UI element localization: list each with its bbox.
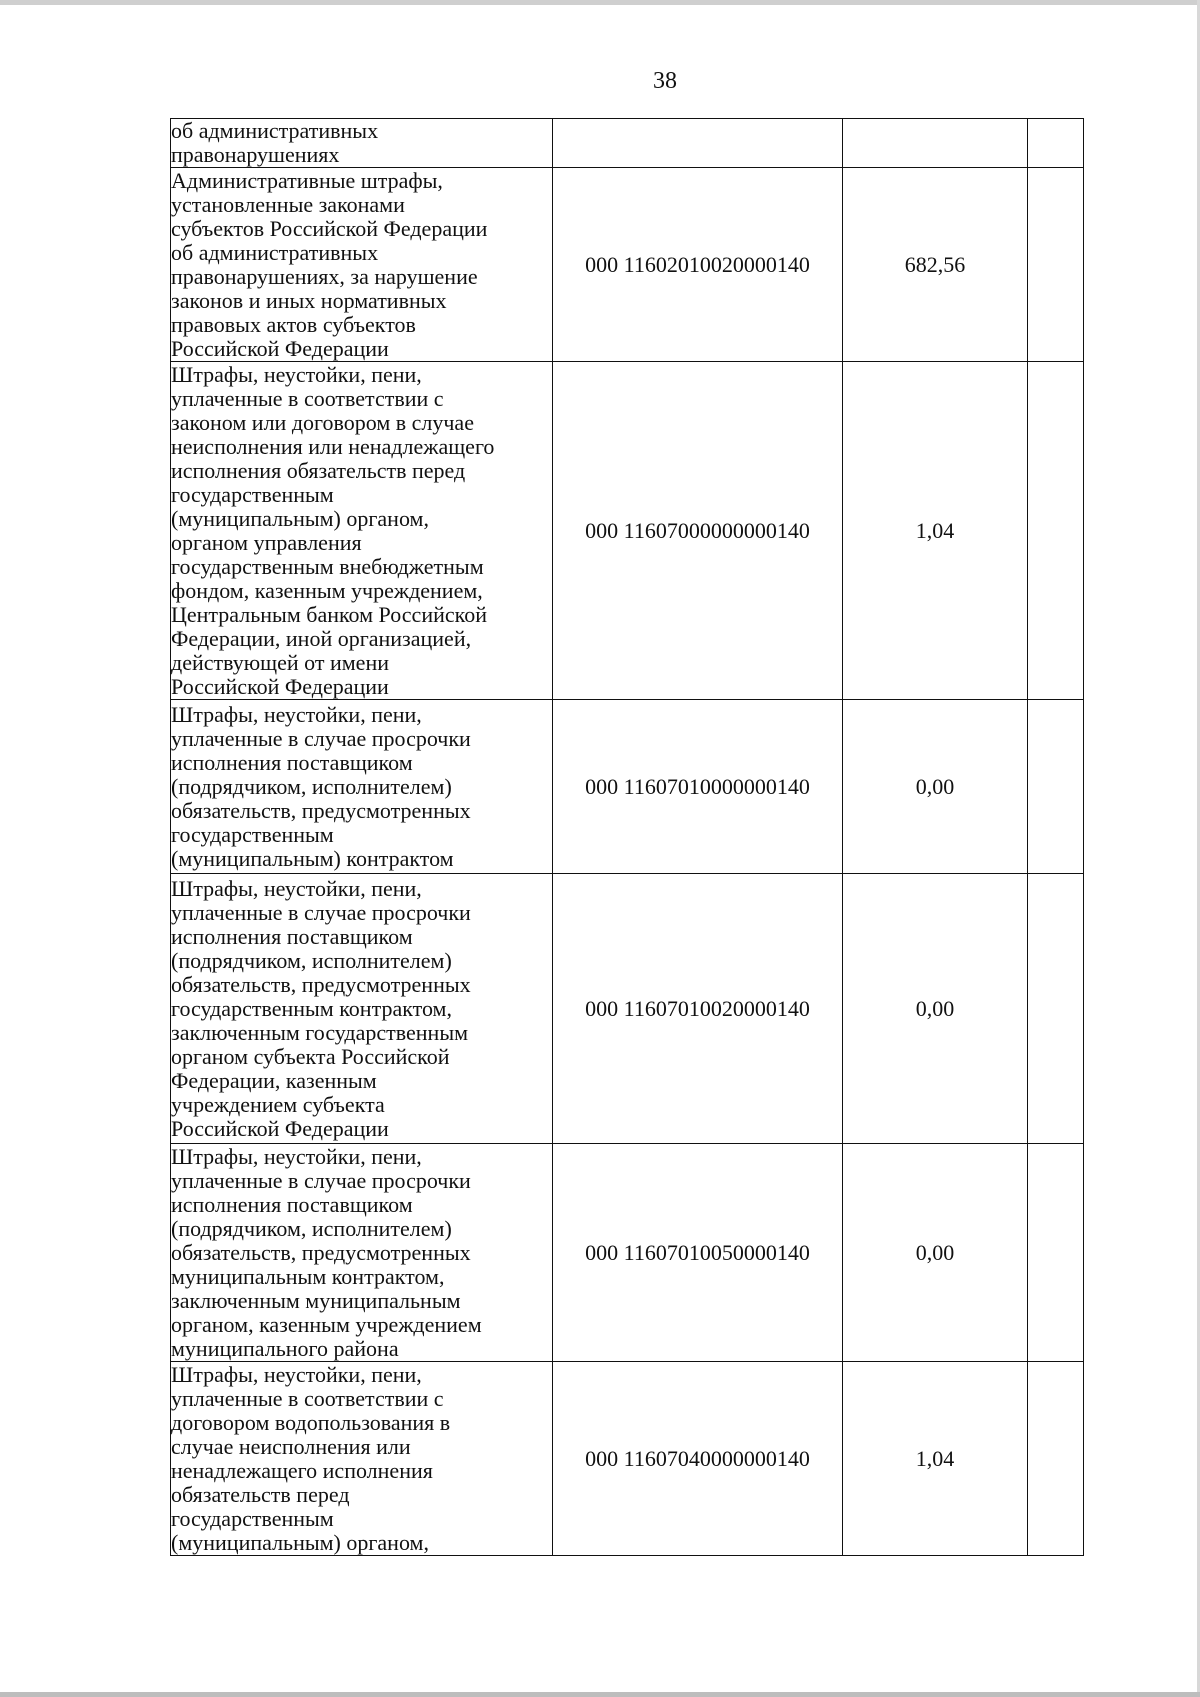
revenue-name-line: правонарушениях bbox=[171, 142, 340, 167]
budget-code-cell: 000 11607000000000140 bbox=[553, 362, 843, 700]
revenue-name-line: исполнения поставщиком bbox=[171, 1191, 413, 1217]
amount-cell: 682,56 bbox=[843, 168, 1028, 362]
revenue-name-line: уплаченные в случае просрочки bbox=[171, 725, 471, 751]
revenue-name-line: неисполнения или ненадлежащего bbox=[171, 433, 495, 459]
revenue-name-line: учреждением субъекта bbox=[171, 1091, 385, 1117]
revenue-name-line: законов и иных нормативных bbox=[171, 287, 447, 313]
revenue-table-body bbox=[171, 119, 1084, 1556]
revenue-name-line: договором водопользования в bbox=[171, 1409, 451, 1435]
extra-cell bbox=[1028, 362, 1084, 700]
revenue-name-line: ненадлежащего исполнения bbox=[171, 1457, 433, 1483]
revenue-name-line: уплаченные в случае просрочки bbox=[171, 899, 471, 925]
revenue-name-line: государственным bbox=[171, 481, 334, 507]
revenue-name-line: правонарушениях, за нарушение bbox=[171, 263, 478, 289]
budget-code-cell: 000 11607010000000140 bbox=[553, 700, 843, 874]
revenue-name-line: органом управления bbox=[171, 529, 362, 555]
amount-cell: 1,04 bbox=[843, 1362, 1028, 1556]
budget-code-cell bbox=[553, 119, 843, 168]
revenue-name-line: случае неисполнения или bbox=[171, 1433, 411, 1459]
revenue-name-line: Федерации, казенным bbox=[171, 1067, 377, 1093]
revenue-name-line: (муниципальным) контрактом bbox=[171, 845, 454, 871]
revenue-name-line: государственным bbox=[171, 1505, 334, 1531]
table-row bbox=[171, 168, 1084, 362]
revenue-name-line: Российской Федерации bbox=[171, 673, 389, 699]
revenue-name-line: Федерации, иной организацией, bbox=[171, 625, 472, 651]
revenue-name-line: уплаченные в соответствии с bbox=[171, 385, 444, 411]
extra-cell bbox=[1028, 1144, 1084, 1362]
revenue-name-cell bbox=[171, 119, 553, 168]
revenue-name-line: фондом, казенным учреждением, bbox=[171, 577, 483, 603]
revenue-name-line: (муниципальным) органом, bbox=[171, 505, 429, 531]
amount-cell: 0,00 bbox=[843, 1144, 1028, 1362]
revenue-name-line: муниципального района bbox=[171, 1335, 399, 1361]
revenue-table bbox=[170, 118, 1084, 1556]
revenue-name-cell bbox=[171, 168, 553, 362]
revenue-name-line: исполнения поставщиком bbox=[171, 923, 413, 949]
revenue-name-line: обязательств перед bbox=[171, 1481, 350, 1507]
revenue-name-line: муниципальным контрактом, bbox=[171, 1263, 445, 1289]
revenue-name-line: правовых актов субъектов bbox=[171, 311, 416, 337]
revenue-name-line: Российской Федерации bbox=[171, 335, 389, 361]
amount-cell: 0,00 bbox=[843, 700, 1028, 874]
revenue-name-line: действующей от имени bbox=[171, 649, 389, 675]
extra-cell bbox=[1028, 119, 1084, 168]
page-number: 38 bbox=[653, 68, 677, 94]
table-row bbox=[171, 362, 1084, 700]
table-row bbox=[171, 874, 1084, 1144]
revenue-name-line: (муниципальным) органом, bbox=[171, 1529, 429, 1555]
revenue-name-line: обязательств, предусмотренных bbox=[171, 1239, 471, 1265]
amount-cell: 0,00 bbox=[843, 874, 1028, 1144]
revenue-name-cell bbox=[171, 362, 553, 700]
extra-cell bbox=[1028, 168, 1084, 362]
revenue-name-cell bbox=[171, 1362, 553, 1556]
extra-cell bbox=[1028, 874, 1084, 1144]
revenue-name-line: исполнения обязательств перед bbox=[171, 457, 466, 483]
revenue-name-line: уплаченные в соответствии с bbox=[171, 1385, 444, 1411]
revenue-name-line: обязательств, предусмотренных bbox=[171, 971, 471, 997]
revenue-name-line: Штрафы, неустойки, пени, bbox=[171, 361, 422, 387]
scan-edge-top bbox=[0, 0, 1200, 5]
amount-cell: 1,04 bbox=[843, 362, 1028, 700]
table-row bbox=[171, 700, 1084, 874]
revenue-name-cell bbox=[171, 700, 553, 874]
revenue-name-line: Штрафы, неустойки, пени, bbox=[171, 1143, 422, 1169]
revenue-name-line: об административных bbox=[171, 118, 379, 143]
table-row bbox=[171, 119, 1084, 168]
revenue-name-line: Штрафы, неустойки, пени, bbox=[171, 875, 422, 901]
revenue-name-line: (подрядчиком, исполнителем) bbox=[171, 947, 452, 973]
revenue-name-line: установленные законами bbox=[171, 191, 405, 217]
revenue-name-line: субъектов Российской Федерации bbox=[171, 215, 488, 241]
extra-cell bbox=[1028, 1362, 1084, 1556]
revenue-name-line: Центральным банком Российской bbox=[171, 601, 487, 627]
budget-code-cell: 000 11607010020000140 bbox=[553, 874, 843, 1144]
revenue-name-line: органом субъекта Российской bbox=[171, 1043, 450, 1069]
revenue-name-line: Российской Федерации bbox=[171, 1115, 389, 1141]
budget-code-cell: 000 11602010020000140 bbox=[553, 168, 843, 362]
budget-code-cell: 000 11607040000000140 bbox=[553, 1362, 843, 1556]
table-row bbox=[171, 1362, 1084, 1556]
table-row bbox=[171, 1144, 1084, 1362]
revenue-name-line: Штрафы, неустойки, пени, bbox=[171, 1361, 422, 1387]
budget-code-cell: 000 11607010050000140 bbox=[553, 1144, 843, 1362]
revenue-name-line: исполнения поставщиком bbox=[171, 749, 413, 775]
revenue-name-line: уплаченные в случае просрочки bbox=[171, 1167, 471, 1193]
revenue-name-line: Административные штрафы, bbox=[171, 167, 443, 193]
revenue-name-line: государственным контрактом, bbox=[171, 995, 452, 1021]
revenue-name-line: заключенным государственным bbox=[171, 1019, 469, 1045]
revenue-name-line: органом, казенным учреждением bbox=[171, 1311, 482, 1337]
revenue-name-line: (подрядчиком, исполнителем) bbox=[171, 773, 452, 799]
revenue-name-line: законом или договором в случае bbox=[171, 409, 474, 435]
revenue-name-line: государственным bbox=[171, 821, 334, 847]
revenue-name-cell bbox=[171, 1144, 553, 1362]
revenue-name-line: Штрафы, неустойки, пени, bbox=[171, 701, 422, 727]
revenue-name-line: об административных bbox=[171, 239, 379, 265]
revenue-name-cell bbox=[171, 874, 553, 1144]
amount-cell bbox=[843, 119, 1028, 168]
revenue-name-line: государственным внебюджетным bbox=[171, 553, 484, 579]
revenue-name-line: (подрядчиком, исполнителем) bbox=[171, 1215, 452, 1241]
revenue-name-line: заключенным муниципальным bbox=[171, 1287, 461, 1313]
revenue-name-line: обязательств, предусмотренных bbox=[171, 797, 471, 823]
scan-edge-bottom bbox=[0, 1692, 1200, 1697]
extra-cell bbox=[1028, 700, 1084, 874]
